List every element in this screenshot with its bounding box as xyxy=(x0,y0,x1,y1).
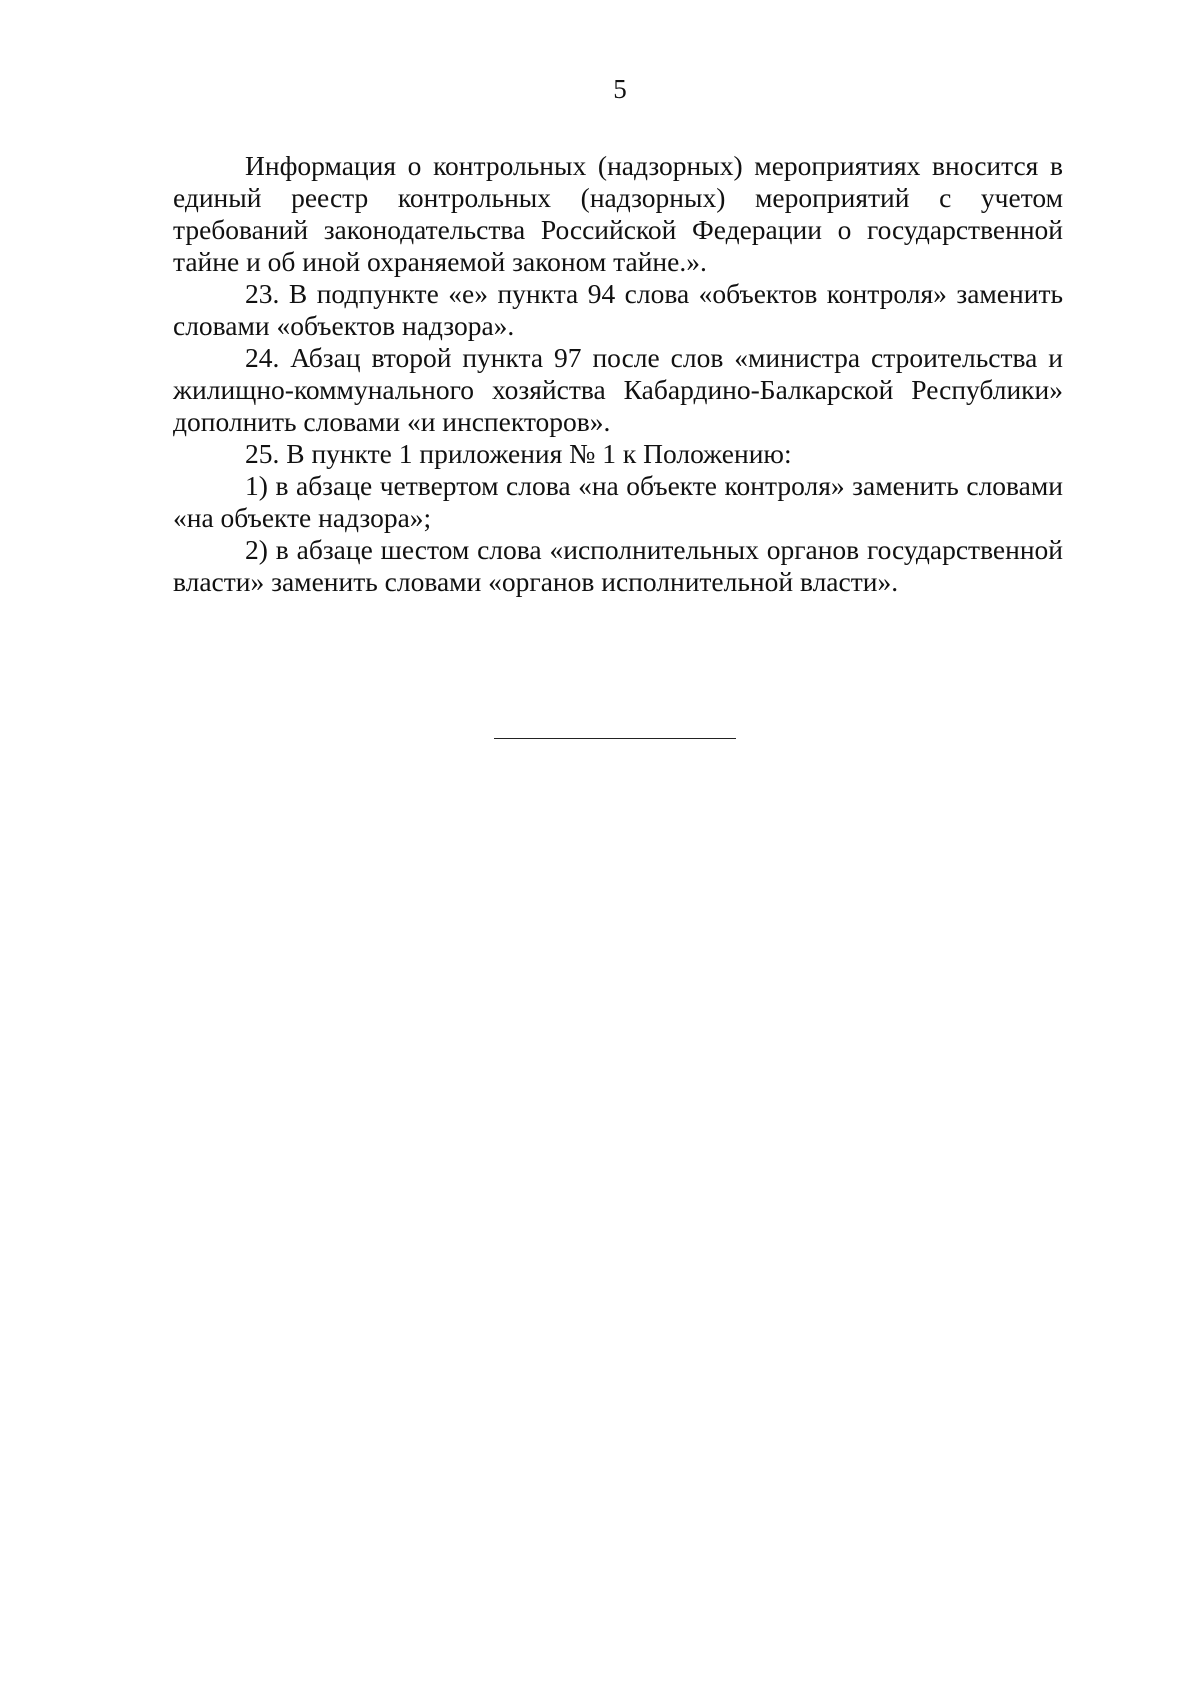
paragraph-item-23: 23. В подпункте «е» пункта 94 слова «объектов контроля» заменить словами «объектов надзора». xyxy=(173,278,1063,341)
paragraph-subitem-2: 2) в абзаце шестом слова «исполнительных органов государственной власти» заменить словами «органов исполнительной власти». xyxy=(173,534,1063,597)
paragraph-item-25: 25. В пункте 1 приложения № 1 к Положению: xyxy=(245,438,792,469)
paragraph-item-24: 24. Абзац второй пункта 97 после слов «министра строительства и жилищно-коммунального хозяйства Кабардино-Балкарской Республики» дополнить словами «и инспекторов». xyxy=(173,342,1063,437)
end-separator-line xyxy=(494,738,736,739)
paragraph-subitem-1: 1) в абзаце четвертом слова «на объекте контроля» заменить словами «на объекте надзора»; xyxy=(173,470,1063,533)
document-body xyxy=(173,150,1063,598)
page-number: 5 xyxy=(613,74,627,104)
paragraph-registry-info: Информация о контрольных (надзорных) мероприятиях вносится в единый реестр контрольных (надзорных) мероприятий с учетом требований законодательства Российской Федерации о государственной тайне и об иной охраняемой законом тайне.». xyxy=(173,150,1063,277)
